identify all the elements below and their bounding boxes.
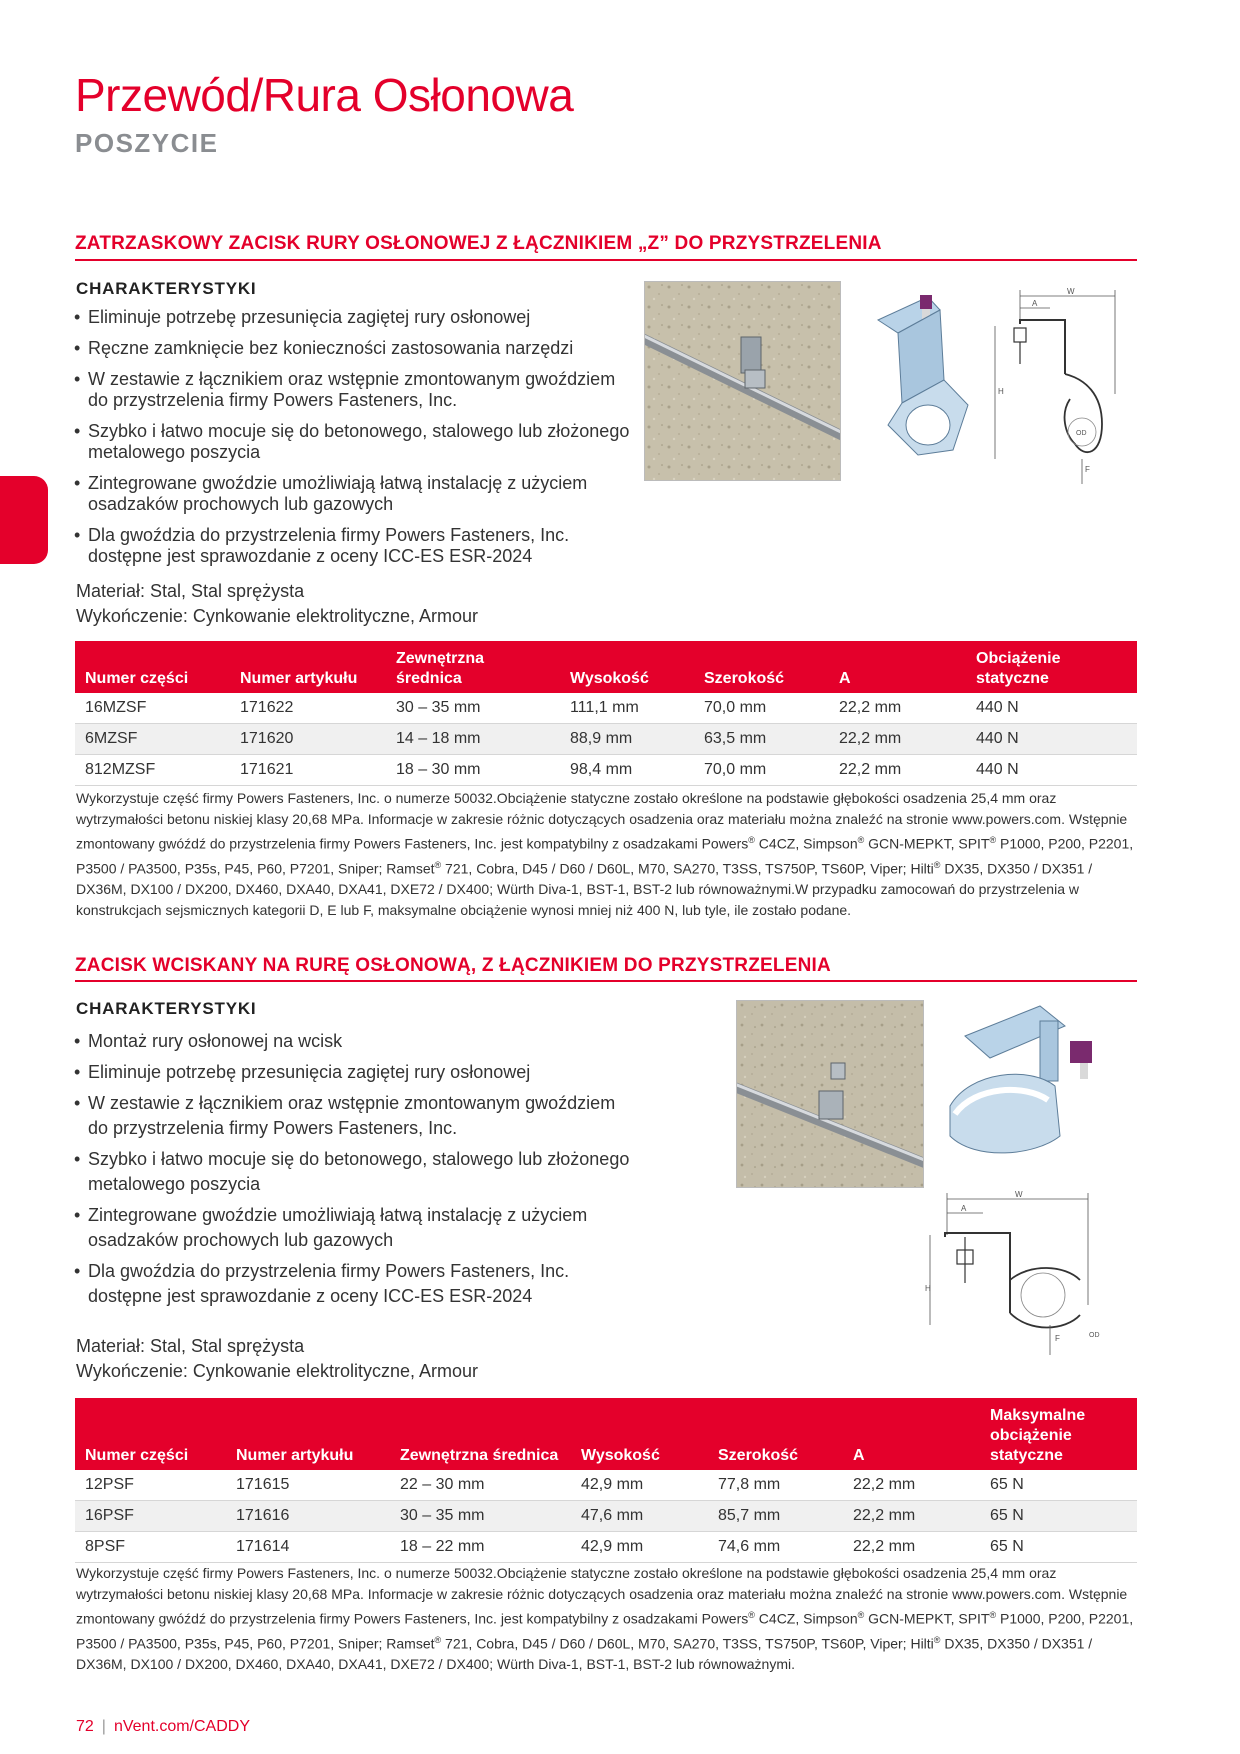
table-cell: 77,8 mm — [708, 1470, 843, 1501]
list-item: • Dla gwoździa do przystrzelenia firmy Powers Fasteners, Inc. dostępne jest sprawozdanie z oceny ICC-ES ESR-2024 — [74, 525, 634, 567]
column-header: Numer części — [75, 641, 230, 693]
table-cell: 16PSF — [75, 1501, 226, 1532]
list-item: • Eliminuje potrzebę przesunięcia zagiętej rury osłonowej — [74, 307, 634, 328]
footer-separator: | — [101, 1718, 106, 1735]
section1-product-image — [858, 285, 978, 480]
column-header: Obciążenie statyczne — [966, 641, 1137, 693]
table-cell: 812MZSF — [75, 755, 230, 786]
column-header: Numer części — [75, 1398, 226, 1470]
table-cell: 14 – 18 mm — [386, 724, 560, 755]
dim-label-a: A — [1032, 299, 1038, 308]
section1-title: ZATRZASKOWY ZACISK RURY OSŁONOWEJ Z ŁĄCZNIKIEM „Z” DO PRZYSTRZELENIA — [75, 233, 882, 254]
table-cell: 111,1 mm — [560, 693, 694, 724]
section2-title: ZACISK WCISKANY NA RURĘ OSŁONOWĄ, Z ŁĄCZNIKIEM DO PRZYSTRZELENIA — [75, 955, 831, 976]
table-cell: 171615 — [226, 1470, 390, 1501]
table-row — [75, 1532, 1137, 1563]
section1-char-heading: CHARAKTERYSTYKI — [76, 279, 257, 298]
table-cell: 22 – 30 mm — [390, 1470, 571, 1501]
section1-material: Materiał: Stal, Stal sprężysta — [76, 581, 305, 601]
column-header: Numer artykułu — [230, 641, 386, 693]
column-header: Szerokość — [708, 1398, 843, 1470]
list-item: • Zintegrowane gwoździe umożliwiają łatwą instalację z użyciem osadzaków prochowych lub gazowych — [74, 473, 634, 515]
dim-label-a: A — [961, 1204, 967, 1213]
section2-feature-list — [74, 1029, 634, 1315]
page-footer — [76, 1718, 250, 1736]
table-row — [75, 755, 1137, 786]
page-subtitle: POSZYCIE — [75, 128, 219, 158]
table-cell: 171622 — [230, 693, 386, 724]
section2-char-heading: CHARAKTERYSTYKI — [76, 999, 257, 1018]
table-cell: 47,6 mm — [571, 1501, 708, 1532]
dim-label-f: F — [1055, 1334, 1060, 1343]
table-cell: 22,2 mm — [843, 1470, 980, 1501]
section2-rule — [75, 980, 1137, 982]
table-cell: 85,7 mm — [708, 1501, 843, 1532]
column-header: Maksymalne obciążenie statyczne — [980, 1398, 1137, 1470]
column-header: Wysokość — [560, 641, 694, 693]
section1-dimension-drawing — [990, 284, 1122, 489]
section2-product-image — [930, 996, 1110, 1168]
table-cell: 22,2 mm — [829, 755, 966, 786]
section2-finish: Wykończenie: Cynkowanie elektrolityczne, Armour — [76, 1361, 479, 1381]
table-cell: 171621 — [230, 755, 386, 786]
list-item: • Szybko i łatwo mocuje się do betonowego, stalowego lub złożonego metalowego poszycia — [74, 421, 634, 463]
table-cell: 22,2 mm — [843, 1532, 980, 1563]
table-cell: 16MZSF — [75, 693, 230, 724]
table-cell: 171616 — [226, 1501, 390, 1532]
table-cell: 30 – 35 mm — [390, 1501, 571, 1532]
page-title: Przewód/Rura Osłonowa — [75, 69, 574, 121]
section1-rule — [75, 259, 1137, 261]
column-header: Szerokość — [694, 641, 829, 693]
table-cell: 440 N — [966, 755, 1137, 786]
footer-link[interactable]: nVent.com/CADDY — [113, 1718, 251, 1735]
dim-label-f: F — [1085, 465, 1090, 474]
table-cell: 98,4 mm — [560, 755, 694, 786]
side-tab-marker — [0, 476, 48, 564]
dim-label-od: OD — [1089, 1332, 1100, 1339]
table-row — [75, 693, 1137, 724]
table-cell: 42,9 mm — [571, 1532, 708, 1563]
column-header: Numer artykułu — [226, 1398, 390, 1470]
table-row — [75, 1470, 1137, 1501]
table-cell: 440 N — [966, 693, 1137, 724]
table-cell: 18 – 30 mm — [386, 755, 560, 786]
section2-spec-table — [75, 1398, 1137, 1563]
list-item: • Ręczne zamknięcie bez konieczności zastosowania narzędzi — [74, 338, 634, 359]
table-cell: 22,2 mm — [843, 1501, 980, 1532]
dim-label-w: W — [1067, 287, 1075, 296]
table-cell: 440 N — [966, 724, 1137, 755]
dim-label-h: H — [998, 387, 1004, 396]
table-cell: 22,2 mm — [829, 693, 966, 724]
dim-label-w: W — [1015, 1190, 1023, 1199]
table-row — [75, 1501, 1137, 1532]
column-header: Zewnętrzna średnica — [386, 641, 560, 693]
section1-feature-list — [74, 307, 634, 577]
table-cell: 63,5 mm — [694, 724, 829, 755]
table-cell: 22,2 mm — [829, 724, 966, 755]
table-row — [75, 724, 1137, 755]
table-cell: 42,9 mm — [571, 1470, 708, 1501]
column-header: A — [843, 1398, 980, 1470]
list-item: • Dla gwoździa do przystrzelenia firmy Powers Fasteners, Inc. dostępne jest sprawozdanie z oceny ICC-ES ESR-2024 — [74, 1259, 634, 1309]
section1-install-photo — [644, 281, 841, 481]
section2-footnote: Wykorzystuje część firmy Powers Fasteners, Inc. o numerze 50032.Obciążenie statyczne zostało określone na podstawie głębokości osadzenia 25,4 mm oraz wytrzymałości betonu niskiej klasy 20,68 MPa. Informacje w zakresie różnic dotyczących osadzenia oraz materiału można znaleźć na stronie www.powers.com. Wstępnie zmontowany gwóźdź do przystrzelenia firmy Powers Fasteners, Inc. jest kompatybilny z osadzakami Powers® C4CZ, Simpson® GCN-MEPKT, SPIT® P1000, P200, P2201, P3500 / PA3500, P35s, P45, P60, P7201, Sniper; Ramset® 721, Cobra, D45 / D60 / D60L, M70, SA270, T3SS, TS750P, TS60P, Viper; Hilti® DX35, DX350 / DX351 / DX36M, DX100 / DX200, DX460, DXA40, DXA41, DXE72 / DX400; Würth Diva-1, BST-1, BST-2 lub równoważnymi. — [76, 1565, 1134, 1673]
table-cell: 74,6 mm — [708, 1532, 843, 1563]
table-cell: 65 N — [980, 1470, 1137, 1501]
table-cell: 65 N — [980, 1532, 1137, 1563]
table-cell: 18 – 22 mm — [390, 1532, 571, 1563]
table-cell: 70,0 mm — [694, 693, 829, 724]
list-item: • W zestawie z łącznikiem oraz wstępnie zmontowanym gwoździem do przystrzelenia firmy Powers Fasteners, Inc. — [74, 1091, 634, 1141]
table-cell: 8PSF — [75, 1532, 226, 1563]
section1-spec-table — [75, 641, 1137, 786]
table-cell: 12PSF — [75, 1470, 226, 1501]
dim-label-h: H — [925, 1284, 931, 1293]
table-cell: 6MZSF — [75, 724, 230, 755]
table-cell: 171620 — [230, 724, 386, 755]
section2-install-photo — [736, 1000, 924, 1188]
page-number: 72 — [76, 1718, 94, 1735]
list-item: • Zintegrowane gwoździe umożliwiają łatwą instalację z użyciem osadzaków prochowych lub gazowych — [74, 1203, 634, 1253]
section2-dimension-drawing — [925, 1185, 1115, 1365]
table-cell: 88,9 mm — [560, 724, 694, 755]
column-header: Zewnętrzna średnica — [390, 1398, 571, 1470]
table-cell: 70,0 mm — [694, 755, 829, 786]
list-item: • W zestawie z łącznikiem oraz wstępnie zmontowanym gwoździem do przystrzelenia firmy Powers Fasteners, Inc. — [74, 369, 634, 411]
dim-label-od: OD — [1076, 430, 1087, 437]
column-header: Wysokość — [571, 1398, 708, 1470]
list-item: • Montaż rury osłonowej na wcisk — [74, 1029, 634, 1054]
section1-finish: Wykończenie: Cynkowanie elektrolityczne, Armour — [76, 606, 479, 626]
list-item: • Eliminuje potrzebę przesunięcia zagiętej rury osłonowej — [74, 1060, 634, 1085]
table-cell: 171614 — [226, 1532, 390, 1563]
section2-material: Materiał: Stal, Stal sprężysta — [76, 1336, 305, 1356]
list-item: • Szybko i łatwo mocuje się do betonowego, stalowego lub złożonego metalowego poszycia — [74, 1147, 634, 1197]
section1-footnote: Wykorzystuje część firmy Powers Fasteners, Inc. o numerze 50032.Obciążenie statyczne zostało określone na podstawie głębokości osadzenia 25,4 mm oraz wytrzymałości betonu niskiej klasy 20,68 MPa. Informacje w zakresie różnic dotyczących osadzenia oraz materiału można znaleźć na stronie www.powers.com. Wstępnie zmontowany gwóźdź do przystrzelenia firmy Powers Fasteners, Inc. jest kompatybilny z osadzakami Powers® C4CZ, Simpson® GCN-MEPKT, SPIT® P1000, P200, P2201, P3500 / PA3500, P35s, P45, P60, P7201, Sniper; Ramset® 721, Cobra, D45 / D60 / D60L, M70, SA270, T3SS, TS750P, TS60P, Viper; Hilti® DX35, DX350 / DX351 / DX36M, DX100 / DX200, DX460, DXA40, DXA41, DXE72 / DX400; Würth Diva-1, BST-1, BST-2 lub równoważnymi.W przypadku zamocowań do przystrzelenia w konstrukcjach sejsmicznych kategorii D, E lub F, maksymalne obciążenie wynosi mniej niż 400 N, lub tyle, ile zostało podane. — [76, 790, 1134, 919]
table-cell: 30 – 35 mm — [386, 693, 560, 724]
column-header: A — [829, 641, 966, 693]
table-cell: 65 N — [980, 1501, 1137, 1532]
